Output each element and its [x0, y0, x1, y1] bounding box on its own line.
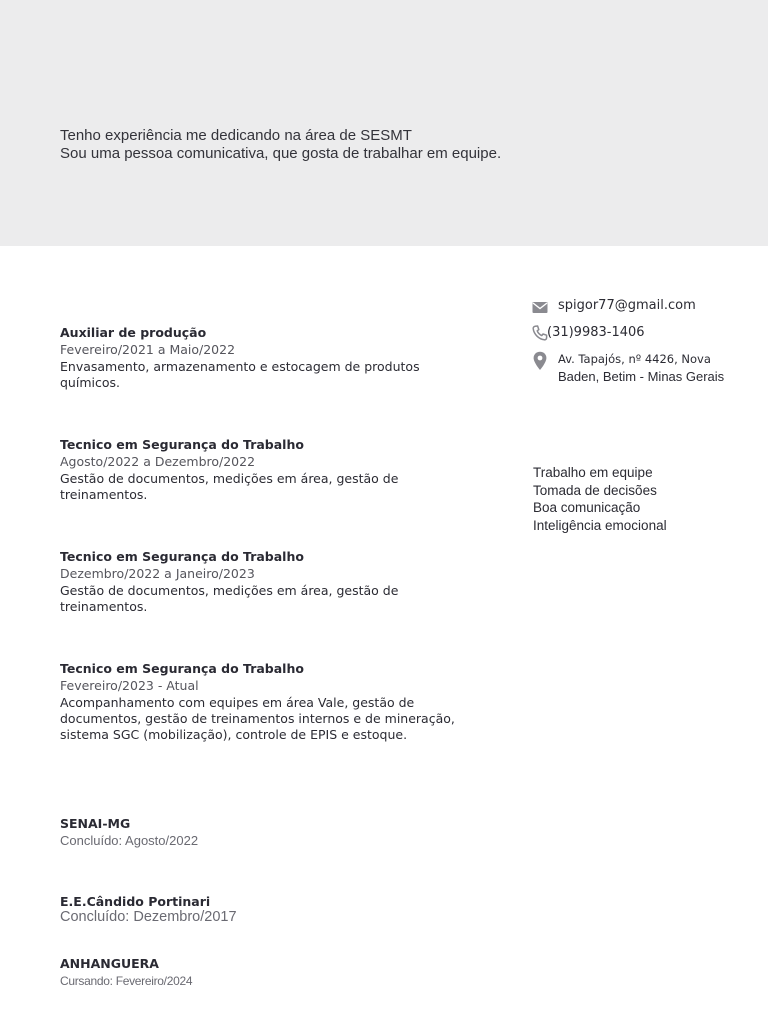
job-description: Gestão de documentos, medições em área, gestão de treinamentos.: [60, 583, 399, 614]
phone-text[interactable]: (31)9983-1406: [547, 325, 645, 340]
skills-list: [533, 464, 753, 534]
education-status: Cursando: Fevereiro/2024: [60, 974, 193, 988]
job-title: Tecnico em Segurança do Trabalho: [60, 549, 304, 564]
job-dates: Fevereiro/2023 - Atual: [60, 678, 199, 693]
experience-item: [60, 436, 480, 503]
profile-summary: [60, 127, 720, 163]
job-description: Acompanhamento com equipes em área Vale, gestão de documentos, gestão de treinamentos internos e de mineração, sistema SGC (mobilização), controle de EPIS e estoque.: [60, 695, 455, 742]
envelope-icon: [532, 300, 548, 316]
experience-item: [60, 324, 480, 391]
job-dates: Agosto/2022 a Dezembro/2022: [60, 454, 256, 469]
address-line: Baden, Betim - Minas Gerais: [558, 369, 725, 384]
phone-icon: [532, 325, 548, 341]
education-status: Concluído: Dezembro/2017: [60, 909, 237, 925]
summary-line: Sou uma pessoa comunicativa, que gosta de trabalhar em equipe.: [60, 145, 502, 162]
job-title: Tecnico em Segurança do Trabalho: [60, 437, 304, 452]
education-item: [60, 894, 480, 926]
job-dates: Fevereiro/2021 a Maio/2022: [60, 342, 236, 357]
skill-item: Tomada de decisões: [533, 482, 657, 498]
skill-item: Trabalho em equipe: [533, 465, 653, 480]
experience-item: [60, 548, 480, 615]
email-text[interactable]: spigor77@gmail.com: [558, 298, 696, 313]
experience-item: [60, 660, 480, 743]
education-school: E.E.Cândido Portinari: [60, 894, 211, 909]
skill-item: Boa comunicação: [533, 500, 641, 515]
summary-line: Tenho experiência me dedicando na área de SESMT: [60, 127, 412, 144]
address-line: Av. Tapajós, nº 4426, Nova: [558, 352, 711, 366]
job-description: Envasamento, armazenamento e estocagem de produtos químicos.: [60, 359, 420, 390]
education-status: Concluído: Agosto/2022: [60, 833, 199, 848]
education-school: SENAI-MG: [60, 816, 131, 831]
job-description: Gestão de documentos, medições em área, gestão de treinamentos.: [60, 471, 399, 502]
education-item: [60, 956, 480, 990]
job-dates: Dezembro/2022 a Janeiro/2023: [60, 566, 255, 581]
education-item: [60, 816, 480, 850]
job-title: Auxiliar de produção: [60, 325, 207, 340]
header-band: [0, 0, 768, 246]
job-title: Tecnico em Segurança do Trabalho: [60, 661, 304, 676]
skill-item: Inteligência emocional: [533, 517, 667, 533]
map-pin-icon: [532, 351, 548, 371]
education-school: ANHANGUERA: [60, 956, 159, 971]
address-text: [558, 350, 758, 386]
